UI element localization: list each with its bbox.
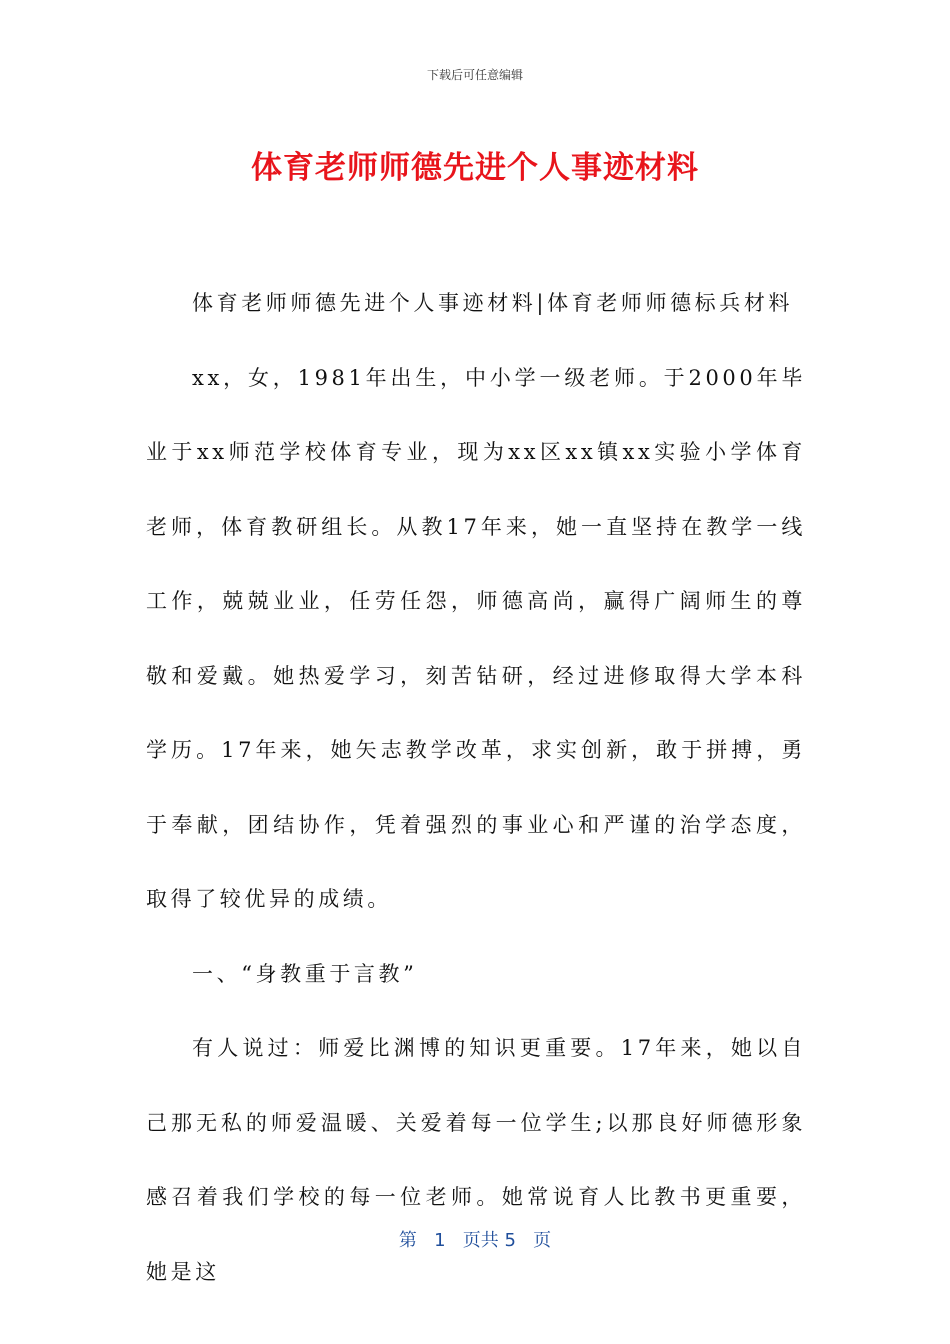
paragraph-subtitle: 体育老师师德先进个人事迹材料|体育老师师德标兵材料	[192, 291, 794, 315]
footer-current-page: 1	[434, 1230, 446, 1251]
footer-total-pages: 5	[504, 1230, 516, 1251]
page-footer	[0, 1226, 950, 1252]
header-note: 下载后可任意编辑	[426, 68, 523, 82]
document-title: 体育老师师德先进个人事迹材料	[251, 150, 699, 186]
paragraph-section-one: 有人说过：师爱比渊博的知识更重要。17年来，她以自己那无私的师爱温暖、关爱着每一位学生;以那良好师德形象感召着我们学校的每一位老师。她常说育人比教书更重要，她是这	[146, 1036, 806, 1284]
document-body	[146, 266, 806, 1309]
footer-prefix: 第	[398, 1230, 417, 1251]
footer-suffix: 页	[533, 1230, 552, 1251]
paragraph-intro: xx，女，1981年出生，中小学一级老师。于2000年毕业于xx师范学校体育专业，现为xx区xx镇xx实验小学体育老师，体育教研组长。从教17年来，她一直坚持在教学一线工作，兢兢业业，任劳任怨，师德高尚，赢得广阔师生的尊敬和爱戴。她热爱学习，刻苦钻研，经过进修取得大学本科学历。17年来，她矢志教学改革，求实创新，敢于拼搏，勇于奉献，团结协作，凭着强烈的事业心和严谨的治学态度，取得了较优异的成绩。	[146, 365, 806, 911]
section-heading: 一、“身教重于言教”	[192, 961, 418, 986]
footer-middle: 页共	[462, 1230, 499, 1251]
